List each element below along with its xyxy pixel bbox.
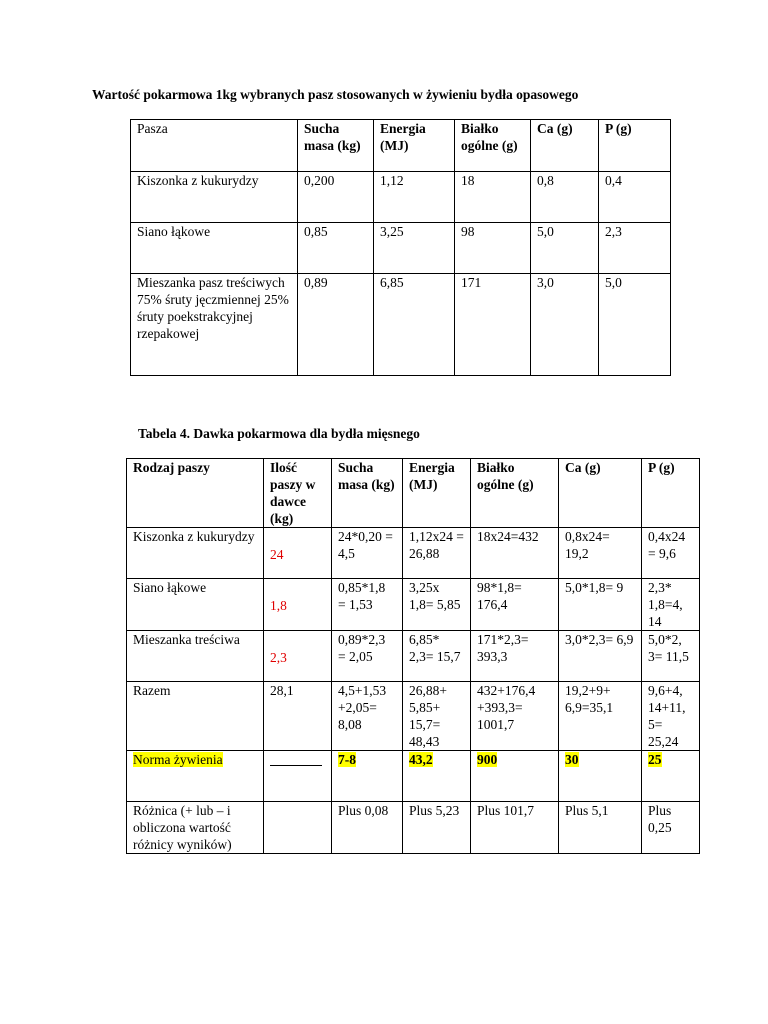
table-cell: 6,85 bbox=[374, 274, 455, 376]
table-cell bbox=[332, 751, 403, 802]
table2 bbox=[126, 458, 700, 854]
table-cell: 28,1 bbox=[264, 682, 332, 751]
table-cell: 24*0,20 = 4,5 bbox=[332, 528, 403, 579]
table1-header: P (g) bbox=[599, 120, 671, 172]
table-cell: 5,0 bbox=[531, 223, 599, 274]
table-cell: 0,4 bbox=[599, 172, 671, 223]
table-cell: 24 bbox=[264, 528, 332, 579]
table2-header: Ca (g) bbox=[559, 459, 642, 528]
table-cell: Plus 101,7 bbox=[471, 802, 559, 854]
table1-header: Sucha masa (kg) bbox=[298, 120, 374, 172]
table-row bbox=[131, 274, 671, 376]
table-cell: Mieszanka pasz treściwych 75% śruty jęczmiennej 25% śruty poekstrakcyjnej rzepakowej bbox=[131, 274, 298, 376]
table-cell: 1,8 bbox=[264, 579, 332, 631]
table-cell: 5,0 bbox=[599, 274, 671, 376]
table-cell: 171*2,3= 393,3 bbox=[471, 631, 559, 682]
table-row bbox=[131, 223, 671, 274]
table-cell bbox=[127, 751, 264, 802]
table-cell: Mieszanka treściwa bbox=[127, 631, 264, 682]
table-cell: 18 bbox=[455, 172, 531, 223]
table2-header: Białko ogólne (g) bbox=[471, 459, 559, 528]
highlighted-text: 25 bbox=[648, 752, 662, 767]
highlighted-text: 7-8 bbox=[338, 752, 356, 767]
table2-header: Rodzaj paszy bbox=[127, 459, 264, 528]
table1-header: Ca (g) bbox=[531, 120, 599, 172]
highlighted-text: 30 bbox=[565, 752, 579, 767]
table-cell bbox=[264, 751, 332, 802]
highlighted-text: 43,2 bbox=[409, 752, 433, 767]
table-cell: 0,4x24 = 9,6 bbox=[642, 528, 700, 579]
table2-header: Sucha masa (kg) bbox=[332, 459, 403, 528]
blank-line bbox=[270, 751, 322, 766]
table-cell: 2,3 bbox=[599, 223, 671, 274]
table-cell bbox=[403, 751, 471, 802]
table-cell: Różnica (+ lub – i obliczona wartość różnicy wyników) bbox=[127, 802, 264, 854]
table-cell: Plus 5,23 bbox=[403, 802, 471, 854]
table-cell bbox=[559, 751, 642, 802]
table-row bbox=[127, 528, 700, 579]
table-cell: 6,85* 2,3= 15,7 bbox=[403, 631, 471, 682]
table-row bbox=[127, 579, 700, 631]
table-cell: 0,8 bbox=[531, 172, 599, 223]
table-cell: Siano łąkowe bbox=[127, 579, 264, 631]
table1-title: Wartość pokarmowa 1kg wybranych pasz stosowanych w żywieniu bydła opasowego bbox=[92, 87, 579, 102]
table-cell: 0,85*1,8 = 1,53 bbox=[332, 579, 403, 631]
table-cell: Siano łąkowe bbox=[131, 223, 298, 274]
table2-title: Tabela 4. Dawka pokarmowa dla bydła mięsnego bbox=[138, 426, 420, 441]
table1-header: Pasza bbox=[131, 120, 298, 172]
table-cell: 1,12 bbox=[374, 172, 455, 223]
table-row bbox=[127, 631, 700, 682]
table-cell: Plus 0,25 bbox=[642, 802, 700, 854]
table-cell: 432+176,4 +393,3= 1001,7 bbox=[471, 682, 559, 751]
table-cell: 26,88+ 5,85+ 15,7= 48,43 bbox=[403, 682, 471, 751]
table-cell: 9,6+4, 14+11, 5= 25,24 bbox=[642, 682, 700, 751]
highlighted-text: 900 bbox=[477, 752, 498, 767]
table-cell: 4,5+1,53 +2,05= 8,08 bbox=[332, 682, 403, 751]
table-cell: 0,200 bbox=[298, 172, 374, 223]
table-cell: 3,0*2,3= 6,9 bbox=[559, 631, 642, 682]
table-row bbox=[127, 751, 700, 802]
table-cell bbox=[642, 751, 700, 802]
table-cell: 2,3 bbox=[264, 631, 332, 682]
table-cell: 5,0*2, 3= 11,5 bbox=[642, 631, 700, 682]
table1-header: Energia (MJ) bbox=[374, 120, 455, 172]
table-cell: 0,89 bbox=[298, 274, 374, 376]
table1-header: Białko ogólne (g) bbox=[455, 120, 531, 172]
table2-header: Ilość paszy w dawce (kg) bbox=[264, 459, 332, 528]
table1-header-row bbox=[131, 120, 671, 172]
table-cell: 3,0 bbox=[531, 274, 599, 376]
table-cell: 18x24=432 bbox=[471, 528, 559, 579]
table-cell: 3,25 bbox=[374, 223, 455, 274]
table-cell: 3,25x 1,8= 5,85 bbox=[403, 579, 471, 631]
table-cell: 19,2+9+ 6,9=35,1 bbox=[559, 682, 642, 751]
table-cell: Kiszonka z kukurydzy bbox=[131, 172, 298, 223]
table2-header-row bbox=[127, 459, 700, 528]
highlighted-text: Norma żywienia bbox=[133, 752, 223, 767]
table2-header: P (g) bbox=[642, 459, 700, 528]
table-cell: 2,3* 1,8=4, 14 bbox=[642, 579, 700, 631]
table-cell: 98 bbox=[455, 223, 531, 274]
table-cell: Razem bbox=[127, 682, 264, 751]
table-cell: 0,85 bbox=[298, 223, 374, 274]
table-cell: 0,8x24= 19,2 bbox=[559, 528, 642, 579]
table-cell: 171 bbox=[455, 274, 531, 376]
table-cell: 5,0*1,8= 9 bbox=[559, 579, 642, 631]
table-cell: Plus 0,08 bbox=[332, 802, 403, 854]
table-row bbox=[127, 802, 700, 854]
table1 bbox=[130, 119, 671, 376]
table-cell: 98*1,8= 176,4 bbox=[471, 579, 559, 631]
table-row bbox=[131, 172, 671, 223]
table-row bbox=[127, 682, 700, 751]
table-cell: Plus 5,1 bbox=[559, 802, 642, 854]
table-cell: 0,89*2,3 = 2,05 bbox=[332, 631, 403, 682]
table-cell: 1,12x24 = 26,88 bbox=[403, 528, 471, 579]
table2-header: Energia (MJ) bbox=[403, 459, 471, 528]
table-cell bbox=[264, 802, 332, 854]
table-cell bbox=[471, 751, 559, 802]
table-cell: Kiszonka z kukurydzy bbox=[127, 528, 264, 579]
